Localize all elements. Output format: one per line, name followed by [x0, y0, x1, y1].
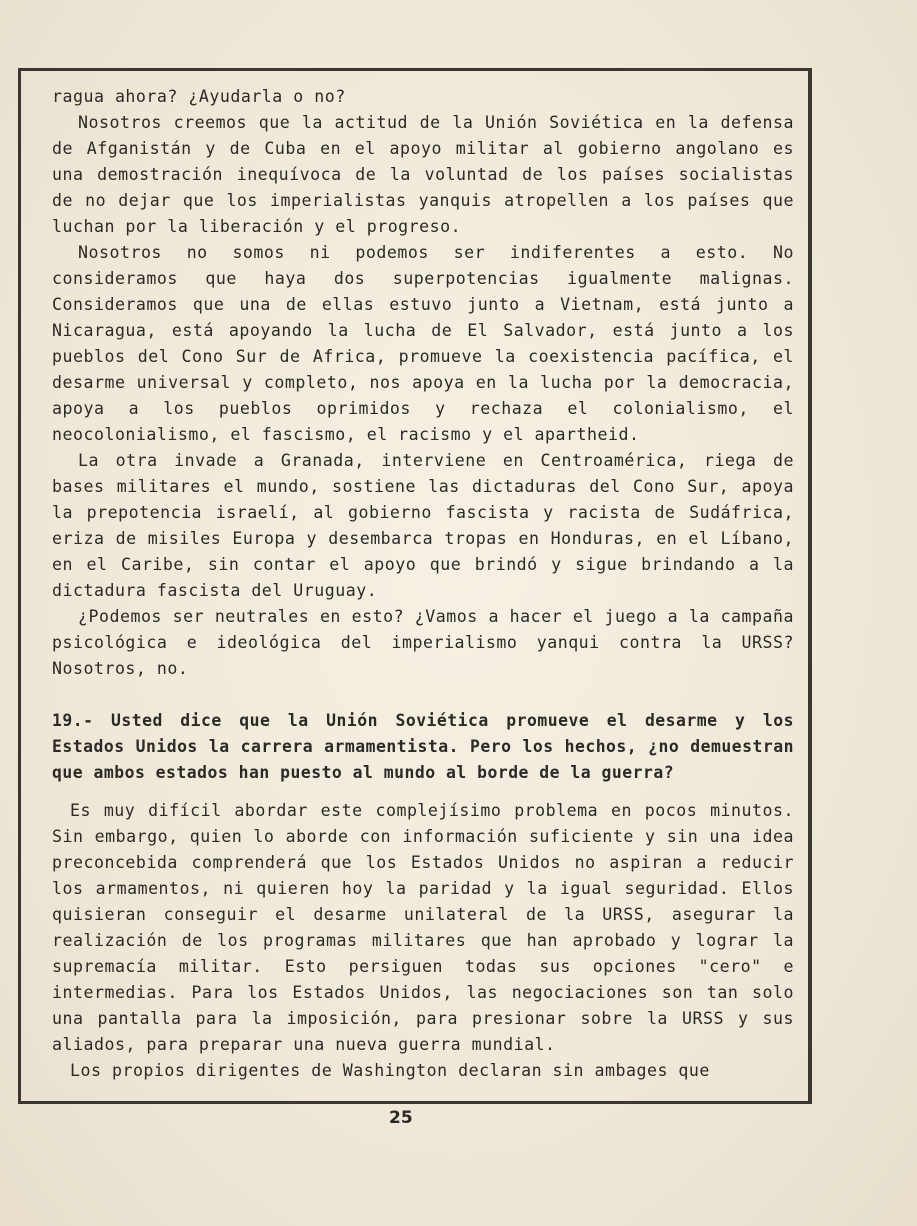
paragraph-neutrality: ¿Podemos ser neutrales en esto? ¿Vamos a hacer el juego a la campaña psicológica e ideológica del imperialismo yanqui contra la URSS? Nosotros, no. — [52, 607, 794, 678]
paragraph-other-power: La otra invade a Granada, interviene en Centroamérica, riega de bases militares el mundo, sostiene las dictaduras del Cono Sur, apoya la prepotencia israelí, al gobierno fascista y racista de Sudáfrica, eriza de misiles Europa y desembarca tropas en Honduras, en el Líbano, en el Caribe, sin contar el apoyo que brindó y sigue brindando a la dictadura fascista del Uruguay. — [52, 451, 794, 600]
paragraph-soviet-attitude: Nosotros creemos que la actitud de la Unión Soviética en la defensa de Afganistán y de Cuba en el apoyo militar al gobierno angolano es una demostración inequívoca de la voluntad de los países socialistas de no dejar que los imperialistas yanquis atropellen a los países que luchan por la liberación y el progreso. — [52, 113, 794, 236]
page-number: 25 — [389, 1108, 413, 1128]
paragraph-continuation: ragua ahora? ¿Ayudarla o no? — [52, 87, 346, 106]
question-19: 19.- Usted dice que la Unión Soviética promueve el desarme y los Estados Unidos la carrera armamentista. Pero los hechos, ¿no demuestran que ambos estados han puesto al mundo al borde de la guerra? — [52, 711, 794, 782]
answer-paragraph-continued: Los propios dirigentes de Washington declaran sin ambages que — [70, 1061, 710, 1080]
page-body — [52, 84, 794, 1084]
paragraph-superpowers: Nosotros no somos ni podemos ser indiferentes a esto. No consideramos que haya dos superpotencias igualmente malignas. Consideramos que una de ellas estuvo junto a Vietnam, está junto a Nicaragua, está apoyando la lucha de El Salvador, está junto a los pueblos del Cono Sur de Africa, promueve la coexistencia pacífica, el desarme universal y completo, nos apoya en la lucha por la democracia, apoya a los pueblos oprimidos y rechaza el colonialismo, el neocolonialismo, el fascismo, el racismo y el apartheid. — [52, 243, 794, 444]
answer-paragraph: Es muy difícil abordar este complejísimo problema en pocos minutos. Sin embargo, quien lo aborde con información suficiente y sin una idea preconcebida comprenderá que los Estados Unidos no aspiran a reducir los armamentos, ni quieren hoy la paridad y la igual seguridad. Ellos quisieran conseguir el desarme unilateral de la URSS, asegurar la realización de los programas militares que han aprobado y lograr la supremacía militar. Esto persiguen todas sus opciones "cero" e intermedias. Para los Estados Unidos, las negociaciones son tan solo una pantalla para la imposición, para presionar sobre la URSS y sus aliados, para preparar una nueva guerra mundial. — [52, 801, 794, 1054]
